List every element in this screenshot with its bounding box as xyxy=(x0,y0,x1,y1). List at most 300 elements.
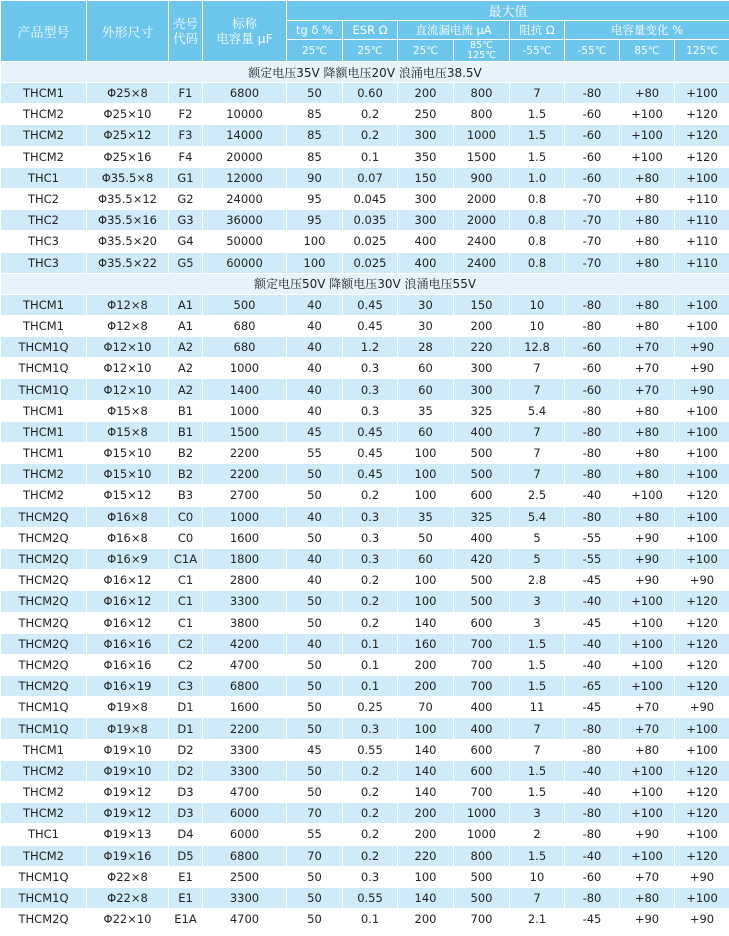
table-cell: +120 xyxy=(675,676,729,697)
table-cell: G4 xyxy=(169,231,203,252)
table-cell: Φ15×10 xyxy=(87,464,169,485)
table-cell: 1500 xyxy=(203,421,287,442)
table-cell: +80 xyxy=(620,252,675,273)
table-cell: F1 xyxy=(169,83,203,104)
table-cell: 0.55 xyxy=(343,739,398,760)
table-cell: 3 xyxy=(510,612,565,633)
table-cell: D5 xyxy=(169,845,203,866)
table-cell: Φ16×19 xyxy=(87,676,169,697)
header-cap-change: 电容量变化 % xyxy=(565,21,729,40)
table-cell: 10000 xyxy=(203,104,287,125)
table-cell: THCM1Q xyxy=(1,887,87,908)
table-cell: 60 xyxy=(398,421,454,442)
table-cell: F2 xyxy=(169,104,203,125)
table-cell: +100 xyxy=(675,400,729,421)
table-cell: 0.2 xyxy=(343,845,398,866)
table-cell: 400 xyxy=(454,718,510,739)
table-cell: -80 xyxy=(565,400,620,421)
table-cell: 200 xyxy=(454,315,510,336)
table-cell: 400 xyxy=(454,421,510,442)
table-cell: 140 xyxy=(398,760,454,781)
table-row xyxy=(1,739,729,760)
table-row xyxy=(1,443,729,464)
table-cell: 50 xyxy=(287,654,343,675)
table-cell: 2200 xyxy=(203,718,287,739)
table-cell: D1 xyxy=(169,718,203,739)
table-row xyxy=(1,210,729,231)
table-cell: 0.2 xyxy=(343,104,398,125)
table-row xyxy=(1,421,729,442)
table-cell: -70 xyxy=(565,210,620,231)
table-cell: +90 xyxy=(675,866,729,887)
table-cell: 6000 xyxy=(203,824,287,845)
table-cell: -45 xyxy=(565,612,620,633)
table-cell: 1.0 xyxy=(510,167,565,188)
table-cell: -60 xyxy=(565,337,620,358)
table-cell: 0.45 xyxy=(343,443,398,464)
table-cell: 350 xyxy=(398,146,454,167)
table-cell: -40 xyxy=(565,591,620,612)
table-cell: Φ16×8 xyxy=(87,506,169,527)
table-cell: 7 xyxy=(510,739,565,760)
table-cell: 0.3 xyxy=(343,718,398,739)
table-cell: THCM2Q xyxy=(1,633,87,654)
table-cell: +100 xyxy=(675,527,729,548)
table-cell: +100 xyxy=(620,125,675,146)
table-cell: Φ25×8 xyxy=(87,83,169,104)
table-cell: 3300 xyxy=(203,591,287,612)
table-cell: +90 xyxy=(620,527,675,548)
table-cell: 85 xyxy=(287,146,343,167)
table-cell: D2 xyxy=(169,760,203,781)
table-cell: +90 xyxy=(620,909,675,930)
table-cell: THCM1 xyxy=(1,294,87,315)
table-cell: 3300 xyxy=(203,739,287,760)
table-cell: 0.60 xyxy=(343,83,398,104)
table-cell: THCM2 xyxy=(1,104,87,125)
table-cell: 1500 xyxy=(454,146,510,167)
table-cell: 1800 xyxy=(203,548,287,569)
table-cell: 220 xyxy=(454,337,510,358)
table-cell: 700 xyxy=(454,654,510,675)
table-cell: +80 xyxy=(620,83,675,104)
table-cell: 500 xyxy=(454,866,510,887)
table-cell: 2 xyxy=(510,824,565,845)
table-cell: C1 xyxy=(169,612,203,633)
table-cell: Φ16×12 xyxy=(87,570,169,591)
table-cell: 325 xyxy=(454,400,510,421)
table-cell: 1600 xyxy=(203,697,287,718)
table-cell: C1 xyxy=(169,591,203,612)
table-cell: 0.2 xyxy=(343,782,398,803)
table-cell: +100 xyxy=(675,739,729,760)
table-cell: 2.5 xyxy=(510,485,565,506)
table-cell: 40 xyxy=(287,506,343,527)
table-cell: +100 xyxy=(620,760,675,781)
table-cell: 0.1 xyxy=(343,909,398,930)
table-cell: 85 xyxy=(287,104,343,125)
table-cell: D1 xyxy=(169,697,203,718)
table-cell: +100 xyxy=(620,104,675,125)
table-cell: 800 xyxy=(454,104,510,125)
table-cell: 100 xyxy=(287,252,343,273)
table-cell: Φ16×16 xyxy=(87,654,169,675)
table-cell: 70 xyxy=(287,845,343,866)
table-cell: THCM2Q xyxy=(1,591,87,612)
section-50v xyxy=(1,273,729,930)
table-cell: 7 xyxy=(510,443,565,464)
table-cell: Φ19×10 xyxy=(87,739,169,760)
table-cell: +70 xyxy=(620,718,675,739)
table-cell: 7 xyxy=(510,421,565,442)
table-cell: Φ15×12 xyxy=(87,485,169,506)
table-cell: THCM1Q xyxy=(1,337,87,358)
table-cell: 140 xyxy=(398,887,454,908)
table-cell: 5 xyxy=(510,527,565,548)
table-row xyxy=(1,167,729,188)
header-case-code-line2: 代码 xyxy=(172,31,198,46)
table-cell: 60 xyxy=(398,379,454,400)
table-cell: 1.5 xyxy=(510,146,565,167)
table-cell: THCM2Q xyxy=(1,654,87,675)
table-cell: +80 xyxy=(620,400,675,421)
table-cell: +90 xyxy=(675,379,729,400)
table-cell: +90 xyxy=(675,909,729,930)
table-cell: 0.45 xyxy=(343,294,398,315)
table-cell: 90 xyxy=(287,167,343,188)
table-cell: -45 xyxy=(565,570,620,591)
table-cell: Φ22×8 xyxy=(87,866,169,887)
table-cell: 0.3 xyxy=(343,527,398,548)
table-cell: 1.5 xyxy=(510,125,565,146)
section-header xyxy=(1,62,729,83)
table-cell: Φ19×12 xyxy=(87,803,169,824)
table-cell: Φ19×8 xyxy=(87,718,169,739)
table-cell: 300 xyxy=(398,210,454,231)
table-cell: 0.1 xyxy=(343,633,398,654)
table-cell: 0.2 xyxy=(343,485,398,506)
table-cell: 500 xyxy=(454,591,510,612)
table-cell: 3 xyxy=(510,591,565,612)
table-cell: 200 xyxy=(398,824,454,845)
table-cell: 700 xyxy=(454,633,510,654)
table-cell: 1.5 xyxy=(510,845,565,866)
table-cell: 4700 xyxy=(203,654,287,675)
table-cell: 10 xyxy=(510,294,565,315)
table-cell: 0.45 xyxy=(343,315,398,336)
table-cell: Φ19×8 xyxy=(87,697,169,718)
table-cell: 0.3 xyxy=(343,548,398,569)
table-cell: 0.3 xyxy=(343,506,398,527)
table-cell: C2 xyxy=(169,633,203,654)
table-cell: F3 xyxy=(169,125,203,146)
table-cell: Φ35.5×20 xyxy=(87,231,169,252)
table-cell: THC1 xyxy=(1,824,87,845)
table-cell: 3300 xyxy=(203,887,287,908)
table-row xyxy=(1,252,729,273)
table-cell: Φ22×10 xyxy=(87,909,169,930)
table-cell: 50 xyxy=(287,527,343,548)
table-cell: 60 xyxy=(398,548,454,569)
table-cell: THCM2 xyxy=(1,845,87,866)
table-cell: 1000 xyxy=(203,358,287,379)
table-row xyxy=(1,866,729,887)
table-cell: THCM1Q xyxy=(1,379,87,400)
table-cell: +70 xyxy=(620,379,675,400)
table-cell: 0.045 xyxy=(343,188,398,209)
table-cell: 0.2 xyxy=(343,612,398,633)
table-cell: 3300 xyxy=(203,760,287,781)
table-cell: -80 xyxy=(565,315,620,336)
header-temp-tg: 25℃ xyxy=(287,40,343,62)
table-cell: Φ19×12 xyxy=(87,782,169,803)
table-cell: 1.5 xyxy=(510,760,565,781)
header-temp-esr: 25℃ xyxy=(343,40,398,62)
table-cell: THCM2Q xyxy=(1,676,87,697)
table-cell: THCM2Q xyxy=(1,612,87,633)
header-esr: ESR Ω xyxy=(343,21,398,40)
table-cell: 680 xyxy=(203,315,287,336)
table-cell: +120 xyxy=(675,633,729,654)
table-cell: 400 xyxy=(398,252,454,273)
table-row xyxy=(1,188,729,209)
table-cell: C0 xyxy=(169,506,203,527)
table-cell: E1A xyxy=(169,909,203,930)
table-cell: +100 xyxy=(620,146,675,167)
table-row xyxy=(1,612,729,633)
table-cell: 1.5 xyxy=(510,104,565,125)
table-cell: 70 xyxy=(398,697,454,718)
table-cell: 14000 xyxy=(203,125,287,146)
table-cell: -70 xyxy=(565,231,620,252)
table-cell: 0.8 xyxy=(510,210,565,231)
table-cell: Φ16×12 xyxy=(87,612,169,633)
table-row xyxy=(1,718,729,739)
table-cell: 2.8 xyxy=(510,570,565,591)
table-cell: A1 xyxy=(169,315,203,336)
table-cell: -65 xyxy=(565,676,620,697)
table-cell: Φ12×10 xyxy=(87,379,169,400)
table-cell: THCM2 xyxy=(1,485,87,506)
table-cell: +100 xyxy=(620,676,675,697)
table-cell: Φ25×12 xyxy=(87,125,169,146)
table-cell: THC2 xyxy=(1,188,87,209)
table-cell: 36000 xyxy=(203,210,287,231)
header-temp-imp: -55℃ xyxy=(510,40,565,62)
table-cell: +120 xyxy=(675,845,729,866)
table-cell: -80 xyxy=(565,506,620,527)
table-cell: +80 xyxy=(620,887,675,908)
table-cell: 30 xyxy=(398,315,454,336)
table-cell: 7 xyxy=(510,379,565,400)
table-cell: -55 xyxy=(565,548,620,569)
table-cell: 0.3 xyxy=(343,400,398,421)
table-cell: 0.2 xyxy=(343,803,398,824)
header-capacitance-line2: 电容量 μF xyxy=(216,31,273,46)
table-cell: +100 xyxy=(675,83,729,104)
table-cell: +100 xyxy=(620,633,675,654)
table-cell: +100 xyxy=(620,845,675,866)
table-cell: 1000 xyxy=(454,803,510,824)
section-header xyxy=(1,273,729,294)
table-row xyxy=(1,654,729,675)
header-temp-cc1: -55℃ xyxy=(565,40,620,62)
header-temp-leak2-line1: 85℃ xyxy=(470,39,493,51)
table-cell: 400 xyxy=(454,697,510,718)
table-cell: 100 xyxy=(398,485,454,506)
table-cell: -40 xyxy=(565,654,620,675)
table-cell: Φ12×8 xyxy=(87,294,169,315)
table-cell: 0.1 xyxy=(343,654,398,675)
table-cell: 10 xyxy=(510,866,565,887)
table-cell: 220 xyxy=(398,845,454,866)
header-capacitance xyxy=(203,1,287,62)
table-cell: -80 xyxy=(565,887,620,908)
table-cell: 200 xyxy=(398,909,454,930)
table-cell: 0.1 xyxy=(343,146,398,167)
table-cell: 0.07 xyxy=(343,167,398,188)
table-cell: -70 xyxy=(565,188,620,209)
table-row xyxy=(1,485,729,506)
table-cell: 60000 xyxy=(203,252,287,273)
table-cell: Φ16×8 xyxy=(87,527,169,548)
table-cell: 100 xyxy=(398,866,454,887)
table-cell: +100 xyxy=(675,421,729,442)
table-cell: 500 xyxy=(454,570,510,591)
header-temp-cc2: 85℃ xyxy=(620,40,675,62)
table-cell: Φ35.5×8 xyxy=(87,167,169,188)
table-cell: -80 xyxy=(565,718,620,739)
table-cell: THCM2Q xyxy=(1,909,87,930)
table-cell: Φ15×8 xyxy=(87,421,169,442)
table-cell: 200 xyxy=(398,654,454,675)
table-cell: 200 xyxy=(398,83,454,104)
table-cell: 1000 xyxy=(203,400,287,421)
table-row xyxy=(1,803,729,824)
table-cell: THCM1 xyxy=(1,443,87,464)
table-cell: +100 xyxy=(675,167,729,188)
table-cell: 30 xyxy=(398,294,454,315)
table-cell: -60 xyxy=(565,146,620,167)
table-cell: Φ35.5×16 xyxy=(87,210,169,231)
table-cell: +90 xyxy=(620,824,675,845)
table-cell: +110 xyxy=(675,188,729,209)
table-cell: 50 xyxy=(287,697,343,718)
table-cell: 0.2 xyxy=(343,824,398,845)
header-temp-leak1: 25℃ xyxy=(398,40,454,62)
table-cell: THCM1 xyxy=(1,400,87,421)
table-cell: 400 xyxy=(454,527,510,548)
table-cell: 35 xyxy=(398,400,454,421)
table-cell: +80 xyxy=(620,294,675,315)
table-cell: 700 xyxy=(454,676,510,697)
table-cell: 11 xyxy=(510,697,565,718)
table-cell: +80 xyxy=(620,739,675,760)
table-cell: 700 xyxy=(454,782,510,803)
table-cell: 150 xyxy=(398,167,454,188)
table-cell: 0.3 xyxy=(343,358,398,379)
table-cell: 50 xyxy=(287,760,343,781)
table-cell: 420 xyxy=(454,548,510,569)
table-cell: THCM1 xyxy=(1,421,87,442)
table-cell: +100 xyxy=(675,887,729,908)
table-cell: 0.8 xyxy=(510,188,565,209)
table-cell: 150 xyxy=(454,294,510,315)
table-cell: -80 xyxy=(565,421,620,442)
table-cell: 0.2 xyxy=(343,760,398,781)
table-cell: +80 xyxy=(620,315,675,336)
table-cell: Φ12×10 xyxy=(87,358,169,379)
table-cell: THCM2 xyxy=(1,464,87,485)
table-cell: -40 xyxy=(565,845,620,866)
table-cell: Φ19×16 xyxy=(87,845,169,866)
table-cell: C1 xyxy=(169,570,203,591)
table-row xyxy=(1,400,729,421)
table-cell: 325 xyxy=(454,506,510,527)
table-cell: B2 xyxy=(169,443,203,464)
table-cell: 1.5 xyxy=(510,676,565,697)
header-capacitance-line1: 标称 xyxy=(231,16,257,31)
table-cell: 45 xyxy=(287,421,343,442)
table-cell: D2 xyxy=(169,739,203,760)
table-cell: 100 xyxy=(398,718,454,739)
table-cell: C2 xyxy=(169,654,203,675)
table-cell: C3 xyxy=(169,676,203,697)
table-cell: 2200 xyxy=(203,464,287,485)
table-cell: 500 xyxy=(454,887,510,908)
table-cell: 6800 xyxy=(203,845,287,866)
table-cell: E1 xyxy=(169,866,203,887)
table-cell: 50 xyxy=(398,527,454,548)
table-row xyxy=(1,887,729,908)
table-cell: 2400 xyxy=(454,252,510,273)
table-cell: +80 xyxy=(620,443,675,464)
table-cell: 45 xyxy=(287,739,343,760)
header-temp-leak2-line2: 125℃ xyxy=(467,49,496,61)
table-cell: 1000 xyxy=(454,824,510,845)
table-cell: +120 xyxy=(675,485,729,506)
table-cell: 5 xyxy=(510,548,565,569)
table-cell: 900 xyxy=(454,167,510,188)
table-cell: Φ25×10 xyxy=(87,104,169,125)
table-cell: 1000 xyxy=(454,125,510,146)
table-cell: 55 xyxy=(287,824,343,845)
table-cell: 6800 xyxy=(203,83,287,104)
table-cell: +100 xyxy=(675,464,729,485)
table-row xyxy=(1,548,729,569)
table-row xyxy=(1,591,729,612)
table-cell: -45 xyxy=(565,909,620,930)
table-cell: 0.3 xyxy=(343,866,398,887)
table-cell: 0.45 xyxy=(343,421,398,442)
table-cell: Φ19×10 xyxy=(87,760,169,781)
header-temp-cc3: 125℃ xyxy=(675,40,729,62)
table-cell: Φ16×16 xyxy=(87,633,169,654)
table-cell: 2700 xyxy=(203,485,287,506)
table-cell: 35 xyxy=(398,506,454,527)
table-cell: 28 xyxy=(398,337,454,358)
table-cell: 7 xyxy=(510,358,565,379)
table-cell: 3 xyxy=(510,803,565,824)
table-cell: 600 xyxy=(454,612,510,633)
table-cell: THCM1 xyxy=(1,315,87,336)
table-cell: 700 xyxy=(454,909,510,930)
table-cell: 40 xyxy=(287,294,343,315)
table-cell: 40 xyxy=(287,315,343,336)
table-cell: E1 xyxy=(169,887,203,908)
table-cell: 4200 xyxy=(203,633,287,654)
table-cell: Φ15×8 xyxy=(87,400,169,421)
